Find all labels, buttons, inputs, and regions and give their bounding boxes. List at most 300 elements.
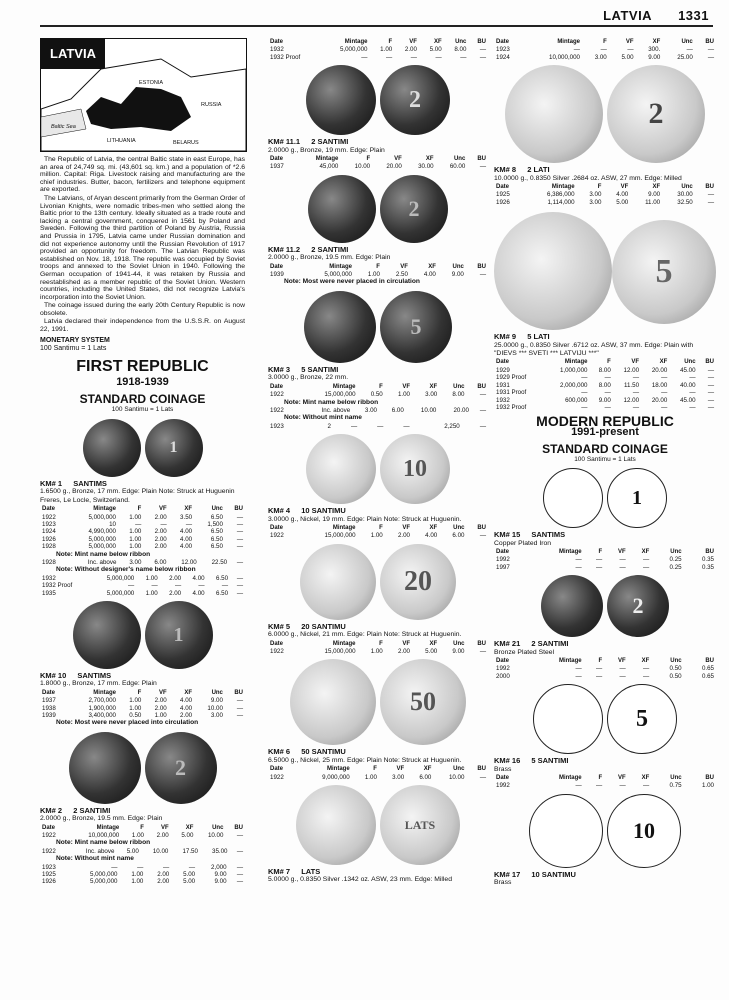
table-cell: 2.00 bbox=[154, 513, 167, 521]
mintage-table bbox=[40, 689, 245, 720]
table-cell: 25.00 bbox=[677, 53, 693, 61]
table-cell: 45.00 bbox=[680, 366, 696, 374]
table-cell: 5.00 bbox=[425, 647, 438, 655]
column-header: Mintage bbox=[332, 640, 356, 647]
table-cell: 5.00 bbox=[183, 871, 196, 879]
km-entry-title bbox=[494, 531, 716, 539]
table-cell: — bbox=[236, 697, 243, 705]
column-header: F bbox=[137, 506, 142, 513]
table-cell: — bbox=[460, 53, 467, 61]
table-cell: 1922 bbox=[270, 406, 284, 414]
coin-obverse-image bbox=[306, 65, 376, 135]
column-header: Unc bbox=[453, 766, 465, 773]
table-cell: 4.00 bbox=[180, 528, 193, 536]
column-header: Date bbox=[270, 524, 284, 531]
column-header: Mintage bbox=[551, 184, 575, 191]
coin-obverse-image bbox=[300, 544, 376, 620]
table-cell: — bbox=[707, 191, 714, 199]
table-cell: 10 bbox=[109, 520, 116, 528]
column-header: F bbox=[598, 548, 603, 555]
coin-obverse-image bbox=[83, 419, 141, 477]
table-header-row bbox=[494, 657, 716, 665]
table-cell: 1922 bbox=[270, 391, 284, 399]
table-row bbox=[494, 673, 716, 680]
table-cell: 1932 bbox=[42, 574, 56, 582]
table-cell: 1926 bbox=[496, 198, 510, 206]
mintage-table bbox=[268, 383, 488, 399]
table-row bbox=[268, 532, 488, 539]
column-header: XF bbox=[428, 263, 436, 270]
table-cell: — bbox=[163, 863, 170, 871]
km-entry-title bbox=[268, 138, 488, 146]
table-cell: — bbox=[236, 520, 243, 528]
column-header: XF bbox=[641, 775, 650, 781]
table-header-row bbox=[268, 640, 488, 648]
km-entry-title bbox=[40, 672, 245, 680]
coin-obverse-image bbox=[494, 212, 612, 330]
coin-images bbox=[494, 65, 716, 163]
table-cell: — bbox=[236, 513, 243, 521]
column-header: VF bbox=[159, 689, 167, 696]
coin-name: 2 SANTIMI bbox=[73, 805, 111, 815]
mintage-table bbox=[494, 657, 716, 680]
table-note: Note: Without mint name bbox=[284, 414, 362, 422]
column-header: Mintage bbox=[344, 39, 368, 45]
coin-name: SANTIMS bbox=[531, 530, 566, 540]
table-cell: Inc. above bbox=[85, 847, 115, 855]
table-row bbox=[40, 543, 245, 550]
table-cell: — bbox=[661, 403, 668, 411]
coin-images bbox=[494, 575, 716, 637]
column-header: BU bbox=[705, 548, 714, 555]
coin-name: 2 SANTIMI bbox=[311, 244, 349, 254]
country-intro bbox=[40, 156, 245, 334]
table-cell: — bbox=[174, 582, 182, 590]
table-cell: 4.00 bbox=[423, 271, 436, 279]
table-cell: — bbox=[600, 46, 607, 54]
table-cell: 5,000,000 bbox=[88, 535, 116, 543]
table-cell: — bbox=[604, 403, 611, 411]
km-number: KM# 21 bbox=[494, 639, 521, 649]
table-row bbox=[494, 397, 716, 404]
column-header: Date bbox=[42, 824, 56, 831]
mintage-table bbox=[268, 263, 488, 279]
column-header: Date bbox=[42, 689, 56, 696]
coin-reverse-image: 20 bbox=[380, 544, 456, 620]
table-row bbox=[40, 521, 245, 528]
table-cell: 1.00 bbox=[380, 46, 393, 54]
coin-spec: Brass bbox=[494, 765, 512, 773]
column-header: F bbox=[598, 657, 603, 664]
column-header: Unc bbox=[684, 359, 696, 366]
coin-images bbox=[494, 468, 716, 528]
table-row bbox=[40, 575, 245, 582]
column-header: BU bbox=[477, 156, 486, 163]
mintage-table bbox=[40, 824, 245, 840]
column-header: Unc bbox=[681, 39, 693, 45]
mintage-table bbox=[494, 38, 716, 61]
table-cell: 1.00 bbox=[145, 589, 158, 597]
column-header: F bbox=[140, 824, 144, 831]
table-cell: — bbox=[575, 672, 582, 680]
coin-name: 5 SANTIMI bbox=[531, 756, 569, 766]
table-note: Note: Mint name below ribbon bbox=[284, 398, 379, 406]
column-header: Mintage bbox=[564, 359, 588, 366]
table-cell: 5,000,000 bbox=[88, 513, 116, 521]
map-title: LATVIA bbox=[41, 39, 105, 69]
column-header: Mintage bbox=[327, 766, 350, 773]
mintage-table bbox=[494, 183, 716, 206]
column-header: Mintage bbox=[557, 39, 580, 45]
coin-spec: 25.0000 g., 0.8350 Silver .6712 oz. ASW, 37 mm. Edge: Plain with "DIEVS *** SVETI *** LATVIJU ***" bbox=[494, 341, 694, 358]
table-cell: 15,000,000 bbox=[324, 532, 356, 540]
table-cell: — bbox=[479, 391, 486, 399]
table-cell: — bbox=[410, 53, 417, 61]
km-number: KM# 7 bbox=[268, 867, 291, 876]
table-cell: 4.00 bbox=[180, 704, 193, 712]
table-cell: 1925 bbox=[496, 191, 510, 199]
column-header: Unc bbox=[453, 524, 465, 531]
table-cell: 45,000 bbox=[319, 163, 339, 171]
table-cell: 1939 bbox=[270, 271, 284, 279]
intro-paragraph: The coinage issued during the early 20th Century Republic is now obsolete. bbox=[40, 302, 245, 317]
table-row bbox=[494, 191, 716, 198]
table-cell: — bbox=[661, 389, 668, 397]
table-cell: — bbox=[236, 589, 243, 597]
table-cell: 6,386,000 bbox=[547, 191, 575, 199]
column-header: BU bbox=[477, 766, 486, 773]
table-cell: 3.00 bbox=[594, 53, 607, 61]
table-cell: — bbox=[595, 782, 603, 790]
country-map bbox=[40, 38, 247, 152]
table-cell: 20.00 bbox=[386, 163, 402, 171]
table-cell: 30.00 bbox=[418, 163, 434, 171]
table-row bbox=[268, 46, 488, 53]
table-row bbox=[40, 712, 245, 719]
table-header-row bbox=[494, 774, 716, 782]
table-cell: 1928 bbox=[42, 558, 56, 566]
table-cell: 0.65 bbox=[701, 672, 714, 680]
table-row bbox=[40, 590, 245, 597]
table-cell: 1932 bbox=[496, 396, 510, 404]
column-header: Date bbox=[270, 263, 284, 270]
column-header: BU bbox=[234, 824, 243, 831]
km-entry-title bbox=[494, 640, 716, 648]
column-header: VF bbox=[620, 184, 629, 191]
table-cell: — bbox=[707, 381, 714, 389]
table-cell: — bbox=[479, 53, 486, 61]
table-cell: 1923 bbox=[270, 422, 284, 430]
table-row bbox=[494, 46, 716, 53]
km-number: KM# 15 bbox=[494, 530, 521, 540]
table-cell: — bbox=[361, 53, 368, 61]
coinage-ratio: 100 Santimu = 1 Lats bbox=[574, 455, 636, 463]
coin-name: SANTIMS bbox=[73, 478, 107, 488]
km-entry-title bbox=[268, 507, 488, 515]
standard-coinage-heading: STANDARD COINAGE bbox=[542, 441, 668, 456]
coin-obverse-image bbox=[505, 65, 603, 163]
table-cell: — bbox=[573, 46, 580, 54]
coin-spec: Bronze Plated Steel bbox=[494, 648, 555, 656]
coin-images bbox=[494, 212, 716, 330]
table-cell: 4.00 bbox=[192, 589, 205, 597]
column-header: F bbox=[597, 184, 602, 191]
table-cell: 1922 bbox=[42, 847, 56, 855]
coin-reverse-image: 2 bbox=[380, 65, 450, 135]
table-cell: 20.00 bbox=[651, 396, 668, 404]
table-header-row bbox=[494, 548, 716, 556]
column-header: VF bbox=[400, 263, 408, 270]
column-header: Unc bbox=[681, 184, 693, 191]
column-header: XF bbox=[184, 506, 193, 513]
column-header: F bbox=[379, 524, 383, 531]
table-cell: 5.00 bbox=[429, 46, 442, 54]
column-header: VF bbox=[159, 506, 167, 513]
km-entry-title bbox=[494, 333, 716, 341]
coin-name: 10 SANTIMU bbox=[531, 869, 576, 879]
table-cell: 5,000,000 bbox=[339, 46, 368, 54]
table-row bbox=[494, 389, 716, 396]
table-cell: 1992 bbox=[496, 782, 510, 790]
column-header: Mintage bbox=[332, 383, 356, 390]
table-cell: 11.00 bbox=[645, 198, 661, 206]
table-cell: 4,990,000 bbox=[88, 528, 116, 536]
table-cell: — bbox=[707, 396, 714, 404]
column-header: F bbox=[376, 263, 380, 270]
table-cell: — bbox=[185, 520, 193, 528]
table-cell: — bbox=[575, 563, 582, 571]
table-row bbox=[494, 404, 716, 411]
table-cell: 1925 bbox=[42, 871, 56, 879]
table-cell: — bbox=[236, 847, 243, 855]
table-header-row bbox=[268, 155, 488, 163]
column-header: Date bbox=[270, 39, 284, 45]
coin-reverse-image: 1 bbox=[145, 601, 213, 669]
table-cell: 3,400,000 bbox=[88, 712, 116, 719]
table-row bbox=[40, 514, 245, 521]
intro-paragraph: Latvia declared their independence from the U.S.S.R. on August 22, 1991. bbox=[40, 318, 245, 334]
column-header: Mintage bbox=[558, 775, 582, 781]
column-header: Date bbox=[496, 657, 510, 664]
column-header: Date bbox=[496, 359, 510, 366]
table-cell: 1.00 bbox=[129, 528, 142, 536]
table-cell: 10.00 bbox=[354, 163, 371, 171]
table-cell: Inc. above bbox=[87, 558, 117, 566]
column-header: F bbox=[598, 775, 603, 781]
coin-obverse-image bbox=[290, 659, 376, 745]
table-row bbox=[40, 832, 245, 839]
table-cell: — bbox=[479, 271, 486, 279]
table-cell: 3.00 bbox=[589, 191, 602, 199]
table-cell: — bbox=[198, 582, 205, 590]
column-header: BU bbox=[477, 39, 486, 45]
column-header: Unc bbox=[453, 156, 466, 163]
table-cell: 1.00 bbox=[129, 697, 142, 705]
table-row bbox=[268, 407, 488, 414]
table-cell: 2.00 bbox=[154, 543, 167, 551]
table-header-row bbox=[268, 38, 488, 46]
table-cell: — bbox=[707, 403, 714, 411]
table-header-row bbox=[268, 765, 488, 773]
column-header: Date bbox=[496, 775, 510, 781]
table-cell: 9.00 bbox=[598, 396, 611, 404]
table-cell: 2,700,000 bbox=[88, 697, 116, 705]
table-cell: 6.50 bbox=[210, 535, 223, 543]
column-header: Mintage bbox=[315, 156, 339, 163]
km-entry-title bbox=[268, 623, 488, 631]
table-cell: 3.00 bbox=[392, 773, 405, 781]
table-cell: 2.00 bbox=[397, 647, 410, 655]
table-cell: 4.00 bbox=[180, 535, 193, 543]
table-row bbox=[40, 528, 245, 535]
coin-name: 2 SANTIMI bbox=[531, 639, 569, 649]
coin-name: 2 SANTIMI bbox=[311, 137, 349, 147]
standard-coinage-heading: STANDARD COINAGE bbox=[79, 392, 206, 407]
table-cell: 1938 bbox=[42, 704, 56, 712]
table-cell: 1937 bbox=[42, 697, 56, 705]
table-cell: — bbox=[619, 556, 626, 564]
table-cell: 600,000 bbox=[565, 396, 588, 404]
coin-spec: 6.0000 g., Nickel, 21 mm. Edge: Plain Note: Struck at Huguenin. bbox=[268, 631, 462, 639]
table-cell: 8.00 bbox=[452, 391, 465, 399]
header-rule bbox=[40, 25, 713, 27]
column-header: BU bbox=[477, 640, 486, 647]
table-cell: — bbox=[707, 366, 714, 374]
coin-spec: Copper Plated Iron bbox=[494, 539, 552, 547]
column-header: F bbox=[366, 156, 371, 163]
table-cell: — bbox=[689, 389, 696, 397]
table-cell: 3.00 bbox=[364, 406, 377, 414]
coin-name: 20 SANTIMU bbox=[301, 621, 346, 631]
column-header: VF bbox=[396, 766, 405, 773]
table-cell: 5.00 bbox=[183, 878, 196, 886]
km-number: KM# 16 bbox=[494, 756, 521, 766]
coin-name: 50 SANTIMU bbox=[301, 747, 346, 757]
table-cell: 2.00 bbox=[169, 574, 182, 582]
table-cell: 0.25 bbox=[669, 556, 682, 564]
coin-reverse-image: 2 bbox=[607, 575, 669, 637]
table-cell: — bbox=[236, 863, 243, 871]
column-header: F bbox=[607, 359, 611, 366]
column-header: BU bbox=[477, 263, 486, 270]
coin-obverse-image bbox=[73, 601, 141, 669]
table-cell: — bbox=[151, 582, 158, 590]
coin-spec: 2.0000 g., Bronze, 19 mm. Edge: Plain bbox=[268, 146, 385, 154]
column-2 bbox=[268, 38, 488, 994]
table-cell: 30.00 bbox=[677, 191, 693, 199]
coin-spec: 1.6500 g., Bronze, 17 mm. Edge: Plain Note: Struck at Huguenin Freres, Le Locle, Switzerland. bbox=[40, 488, 235, 504]
table-cell: 1992 bbox=[496, 665, 510, 673]
column-header: XF bbox=[185, 824, 194, 831]
table-cell: 0.50 bbox=[669, 672, 682, 680]
km-number: KM# 11.1 bbox=[268, 137, 301, 147]
coin-obverse-image bbox=[69, 732, 141, 804]
coin-obverse-image bbox=[296, 785, 376, 865]
column-header: XF bbox=[652, 184, 661, 191]
table-cell: 2.00 bbox=[154, 704, 167, 712]
column-header: VF bbox=[618, 657, 626, 664]
table-cell: 12.00 bbox=[181, 558, 197, 566]
table-cell: — bbox=[377, 422, 384, 430]
table-cell: 0.25 bbox=[669, 563, 682, 571]
table-header-row bbox=[494, 358, 716, 366]
column-header: Unc bbox=[670, 548, 682, 555]
table-cell: 1931 bbox=[496, 381, 510, 389]
table-cell: 1,114,000 bbox=[547, 198, 575, 206]
coin-images bbox=[494, 794, 716, 868]
km-entry-title bbox=[494, 871, 716, 879]
table-cell: 4.00 bbox=[425, 532, 438, 540]
coin-reverse-image: 50 bbox=[380, 659, 466, 745]
column-header: Unc bbox=[211, 689, 223, 696]
table-cell: — bbox=[707, 53, 714, 61]
column-header: BU bbox=[705, 184, 714, 191]
column-header: XF bbox=[429, 383, 438, 390]
table-cell: — bbox=[632, 403, 640, 411]
map-label-lithuania: LITHUANIA bbox=[107, 138, 136, 144]
map-label-estonia: ESTONIA bbox=[139, 80, 164, 86]
table-cell: — bbox=[386, 53, 393, 61]
km-number: KM# 2 bbox=[40, 805, 63, 815]
intro-paragraph: The Republic of Latvia, the central Baltic state in east Europe, has an area of 24,749 sq. mi. (43,601 sq. km.) and a population of *2.6 million. Capital: Riga. Livestock raising and manufacturing are the chief industries. Butter, bacon, fertilizers and telephone equipment are exported. bbox=[40, 156, 245, 194]
table-cell: 1929 Proof bbox=[496, 374, 527, 382]
table-cell: — bbox=[479, 163, 486, 171]
coin-images bbox=[268, 659, 488, 745]
column-header: Date bbox=[496, 39, 510, 45]
coin-obverse-image bbox=[308, 175, 376, 243]
column-header: Unc bbox=[211, 506, 223, 513]
table-row bbox=[494, 665, 716, 672]
table-cell: 1.00 bbox=[367, 271, 380, 279]
running-header bbox=[577, 8, 709, 23]
table-cell: 9.00 bbox=[648, 53, 661, 61]
column-header: Mintage bbox=[93, 689, 116, 696]
km-number: KM# 11.2 bbox=[268, 244, 301, 254]
coin-images bbox=[40, 601, 245, 669]
column-header: BU bbox=[705, 359, 714, 366]
table-cell: — bbox=[479, 773, 486, 781]
column-header: Unc bbox=[670, 775, 682, 781]
mintage-table bbox=[40, 864, 245, 886]
table-cell: 3.00 bbox=[425, 391, 438, 399]
monetary-system-label: MONETARY SYSTEM bbox=[40, 336, 110, 344]
column-header: Date bbox=[42, 506, 56, 513]
table-cell: 1.00 bbox=[129, 513, 142, 521]
table-cell: 15,000,000 bbox=[324, 647, 356, 655]
table-cell: 2.00 bbox=[154, 697, 167, 705]
table-row bbox=[268, 54, 488, 61]
table-cell: 2.00 bbox=[404, 46, 417, 54]
coin-images bbox=[268, 544, 488, 620]
table-cell: 6.50 bbox=[210, 528, 223, 536]
coin-images bbox=[268, 291, 488, 363]
table-cell: 0.65 bbox=[701, 665, 714, 673]
table-cell: — bbox=[686, 46, 693, 54]
table-cell: 2,000 bbox=[211, 863, 227, 871]
column-header: XF bbox=[184, 689, 193, 696]
table-row bbox=[268, 271, 488, 278]
coin-obverse-image bbox=[541, 575, 603, 637]
table-cell: — bbox=[575, 782, 582, 790]
mintage-table bbox=[268, 407, 488, 414]
table-cell: 9.00 bbox=[452, 647, 465, 655]
km-entry-title bbox=[268, 246, 488, 254]
table-note: Note: Most were never placed in circulation bbox=[284, 278, 420, 286]
table-cell: — bbox=[236, 712, 243, 719]
table-cell: — bbox=[128, 582, 135, 590]
table-cell: 8.00 bbox=[454, 46, 467, 54]
coin-spec: 3.0000 g., Bronze, 22 mm. bbox=[268, 374, 349, 382]
